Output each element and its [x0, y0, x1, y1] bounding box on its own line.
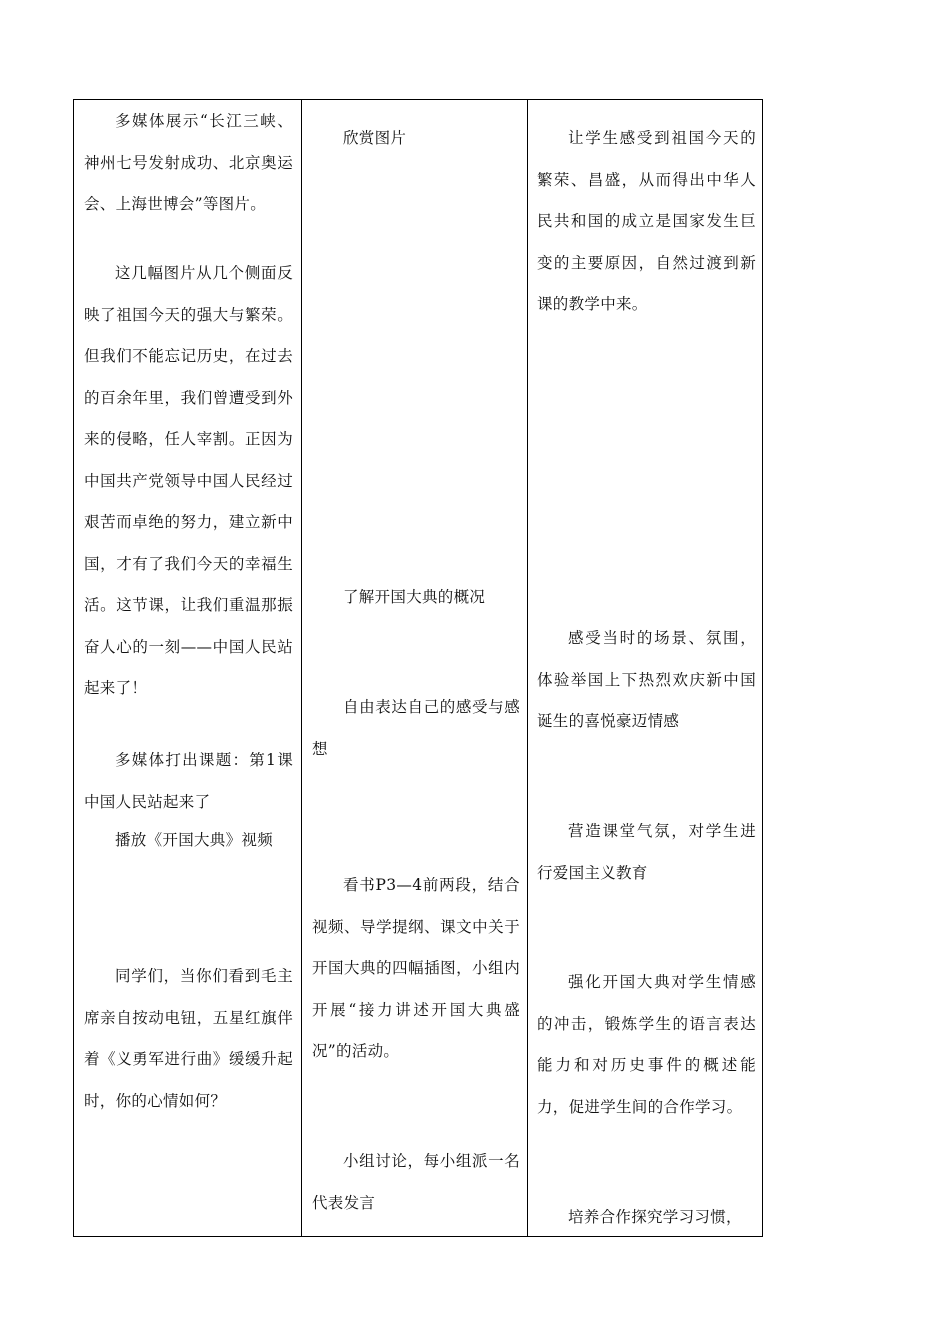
design-intent-text: 强化开国大典对学生情感的冲击，锻炼学生的语言表达能力和对历史事件的概述能力，促进学生间的合作学习。 — [537, 973, 756, 1116]
design-intent-text: 感受当时的场景、氛围，体验举国上下热烈欢庆新中国诞生的喜悦豪迈情感 — [537, 629, 756, 730]
student-activity-text: 欣赏图片 — [343, 129, 407, 147]
design-intent-text: 培养合作探究学习习惯， — [568, 1208, 742, 1226]
design-intent-text: 让学生感受到祖国今天的繁荣、昌盛，从而得出中华人民共和国的成立是国家发生巨变的主要原因，自然过渡到新课的教学中来。 — [537, 129, 756, 313]
teacher-activity-text: 这几幅图片从几个侧面反映了祖国今天的强大与繁荣。但我们不能忘记历史，在过去的百余年里，我们曾遭受到外来的侵略，任人宰割。正因为中国共产党领导中国人民经过艰苦而卓绝的努力，建立新中国，才有了我们今天的幸福生活。这节课，让我们重温那振奋人心的一刻——中国人民站起来了！ — [84, 264, 293, 697]
teacher-activity-text: 播放《开国大典》视频 — [115, 831, 274, 849]
column-divider — [527, 100, 528, 1236]
teacher-activity-text: 同学们，当你们看到毛主席亲自按动电钮，五星红旗伴着《义勇军进行曲》缓缓升起时，你的心情如何？ — [84, 967, 293, 1110]
lesson-plan-table — [73, 99, 763, 1237]
design-intent-text: 营造课堂气氛，对学生进行爱国主义教育 — [537, 822, 756, 882]
student-activity-text: 看书P3—4前两段，结合视频、导学提纲、课文中关于开国大典的四幅插图，小组内开展“接力讲述开国大典盛况”的活动。 — [312, 876, 520, 1060]
student-activity-text: 了解开国大典的概况 — [343, 588, 486, 606]
teacher-activity-text: 多媒体展示“长江三峡、神州七号发射成功、北京奥运会、上海世博会”等图片。 — [84, 112, 293, 213]
student-activity-text: 自由表达自己的感受与感想 — [312, 698, 520, 758]
student-activity-text: 小组讨论，每小组派一名代表发言 — [312, 1152, 520, 1212]
teacher-activity-text: 多媒体打出课题：第1课中国人民站起来了 — [84, 751, 293, 811]
column-divider — [301, 100, 302, 1236]
